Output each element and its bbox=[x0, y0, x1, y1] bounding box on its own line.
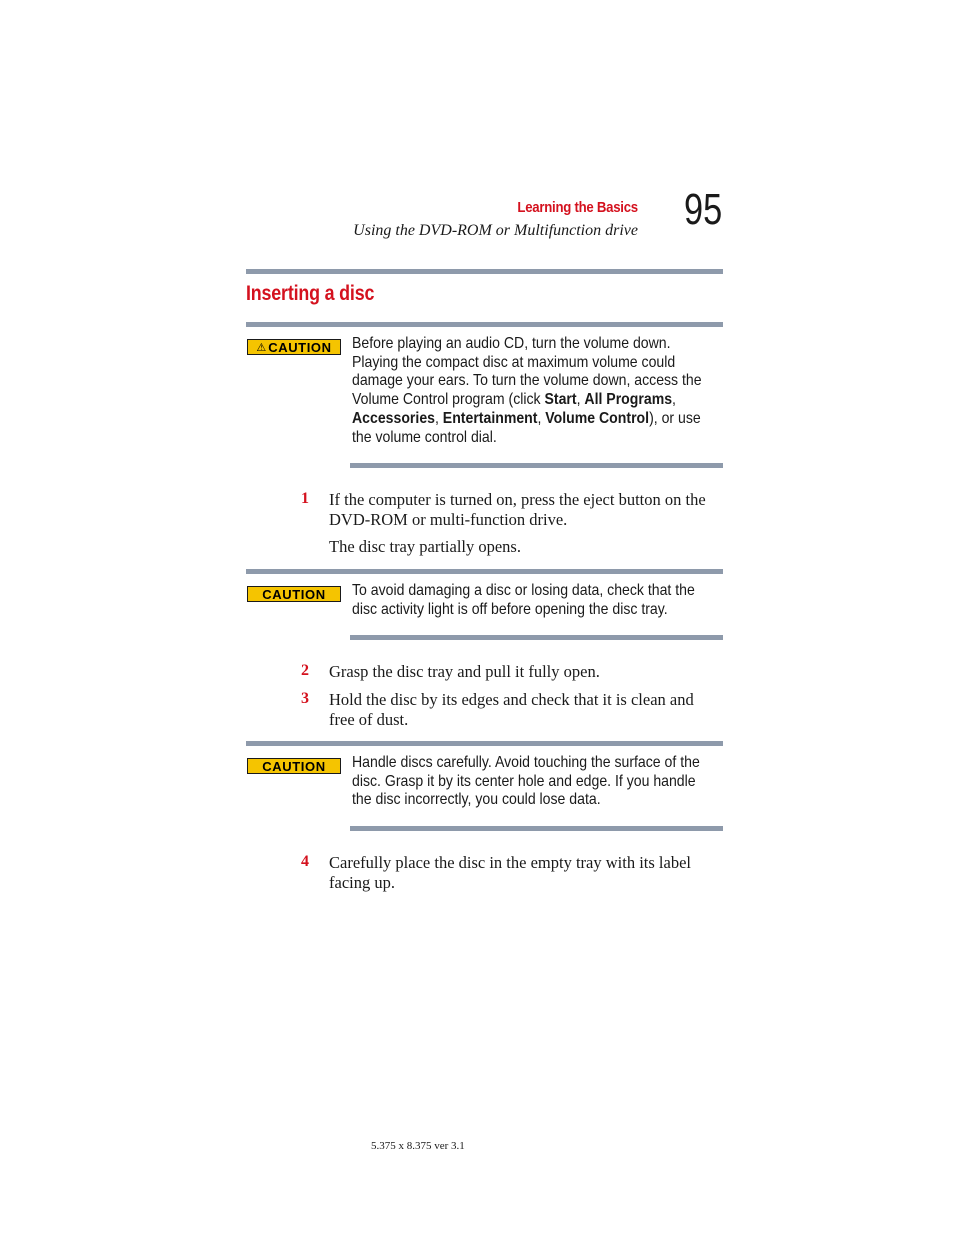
caution-top-rule bbox=[246, 741, 723, 746]
section-heading: Inserting a disc bbox=[246, 282, 375, 305]
caution-label: CAUTION bbox=[262, 586, 326, 602]
caution-badge bbox=[247, 339, 341, 355]
step-text: Grasp the disc tray and pull it fully open. bbox=[329, 662, 600, 681]
running-header-section: Using the DVD-ROM or Multifunction drive bbox=[353, 222, 638, 239]
step-number: 3 bbox=[301, 690, 309, 707]
caution-label: CAUTION bbox=[262, 758, 326, 774]
caution-text: Before playing an audio CD, turn the volume down. Playing the compact disc at maximum volume could damage your ears. To turn the volume down, access the Volume Control program (click Start, All Programs, Accessories, Entertainment, Volume Control), or use the volume control dial. bbox=[352, 335, 702, 446]
step-number: 1 bbox=[301, 490, 309, 507]
step-result: The disc tray partially opens. bbox=[329, 537, 521, 556]
caution-badge bbox=[247, 758, 341, 774]
heading-rule bbox=[246, 269, 723, 274]
running-header-chapter: Learning the Basics bbox=[517, 199, 638, 216]
step-text: Carefully place the disc in the empty tray with its label facing up. bbox=[329, 853, 691, 892]
caution-bottom-rule bbox=[350, 635, 723, 640]
step-text: Hold the disc by its edges and check that it is clean and free of dust. bbox=[329, 690, 694, 729]
step-text: If the computer is turned on, press the eject button on the DVD-ROM or multi-function drive. bbox=[329, 490, 706, 529]
caution-top-rule bbox=[246, 569, 723, 574]
page-footer: 5.375 x 8.375 ver 3.1 bbox=[371, 1140, 465, 1152]
caution-text: Handle discs carefully. Avoid touching the surface of the disc. Grasp it by its center hole and edge. If you handle the disc incorrectly, you could lose data. bbox=[352, 754, 700, 809]
page-number: 95 bbox=[684, 185, 723, 234]
step-number: 2 bbox=[301, 662, 309, 679]
caution-bottom-rule bbox=[350, 826, 723, 831]
caution-label: CAUTION bbox=[268, 339, 332, 355]
caution-text: To avoid damaging a disc or losing data, check that the disc activity light is off before opening the disc tray. bbox=[352, 582, 695, 618]
step-number: 4 bbox=[301, 853, 309, 870]
caution-badge bbox=[247, 586, 341, 602]
caution-bottom-rule bbox=[350, 463, 723, 468]
caution-top-rule bbox=[246, 322, 723, 327]
warning-triangle-icon: ⚠ bbox=[256, 341, 267, 354]
